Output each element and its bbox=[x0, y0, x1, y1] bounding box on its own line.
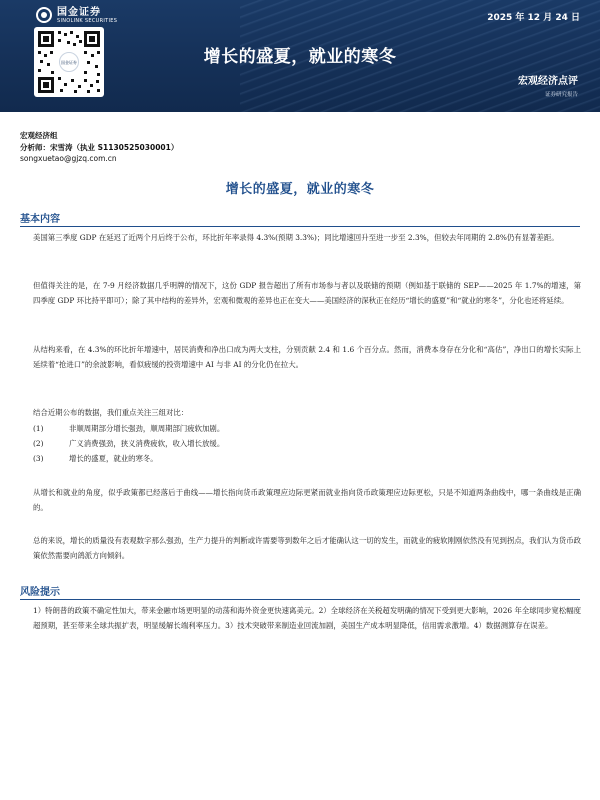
logo-icon bbox=[36, 7, 52, 23]
report-subtype: 证券研究报告 bbox=[544, 92, 578, 98]
list-number: (2) bbox=[33, 439, 44, 448]
logo-name-cn: 国金证券 bbox=[57, 6, 101, 18]
list-item bbox=[33, 451, 581, 466]
team-name: 宏观经济组 bbox=[20, 131, 58, 140]
list-number: (3) bbox=[33, 454, 44, 463]
section-divider bbox=[20, 599, 580, 600]
comparison-list bbox=[33, 421, 581, 466]
analyst-email[interactable]: songxuetao@gjzq.com.cn bbox=[20, 154, 117, 163]
company-logo bbox=[36, 4, 117, 26]
analyst-line: 分析师：宋雪涛（执业 S1130525030001） bbox=[20, 142, 179, 152]
paragraph-6: 总的来说，增长的质量没有表观数字那么强劲，生产力提升的判断或许需要等到数年之后才能确认这一切的发生，而就业的疲软刚刚依然没有见到拐点，我们认为货币政策依然需要向鸽派方向倾斜。 bbox=[33, 536, 581, 560]
paragraph-3: 从结构来看，在 4.3%的环比折年增速中，居民消费和净出口成为两大支柱，分别贡献 2.4 和 1.6 个百分点。然而，消费本身存在分化和“高估”，净出口的增长实际上延续着“抢进口”的余波影响，看似疲缓的投资增速中 AI 与非 AI 的分化仍在拉大。 bbox=[33, 345, 581, 369]
paragraph-5: 从增长和就业的角度，似乎政策都已经落后于曲线——增长指向货币政策理应边际更紧而就业指向货币政策理应边际更松，只是不知道两条曲线中，哪一条曲线是正确的。 bbox=[33, 488, 581, 512]
list-number: (1) bbox=[33, 424, 44, 433]
report-type: 宏观经济点评 bbox=[518, 76, 578, 87]
list-text: 增长的盛夏，就业的寒冬。 bbox=[69, 454, 158, 463]
list-text: 广义消费强劲，狭义消费疲软，收入增长放缓。 bbox=[69, 439, 225, 448]
list-text: 非顺周期部分增长强劲，顺周期部门疲软加剧。 bbox=[69, 424, 225, 433]
paragraph-1: 美国第三季度 GDP 在延迟了近两个月后终于公布，环比折年率录得 4.3%(预期 3.3%)；同比增速回升至进一步至 2.3%，但较去年同期的 2.8%仍有显著差距。 bbox=[33, 233, 559, 242]
author-block bbox=[20, 130, 178, 165]
report-date: 2025 年 12 月 24 日 bbox=[487, 13, 580, 23]
paragraph-2: 但值得关注的是，在 7-9 月经济数据几乎明牌的情况下，这份 GDP 报告超出了所有市场参与者以及联储的预期（例如基于联储的 SEP——2025 年 1.7%的增速，第四季度 GDP 环比持平即可）；除了其中结构的差异外，宏观和微观的差异也正在变大——美国经济的深秋正在经历“增长的盛夏”和“就业的寒冬”，分化也还将延续。 bbox=[33, 281, 581, 305]
list-item bbox=[33, 436, 581, 451]
banner-title: 增长的盛夏，就业的寒冬 bbox=[203, 47, 397, 67]
list-item bbox=[33, 421, 581, 436]
section-divider bbox=[20, 226, 580, 227]
section-heading-basic: 基本内容 bbox=[20, 214, 60, 225]
analyst-name: 宋雪涛（执业 S1130525030001） bbox=[50, 142, 179, 152]
risk-paragraph: 1）特朗普的政策不确定性加大，带来金融市场更明显的动荡和海外资金更快速离美元。2）全球经济在关税超发明确的情况下受到更大影响，2026 年全球同步宽松幅度超预期，甚至带来全球共振扩表，明显缓解长端利率压力。3）技术突破带来制造业回流加剧，美国生产成本明显降低，信用需求激增。4）数据测算存在误差。 bbox=[33, 606, 581, 630]
document-title: 增长的盛夏，就业的寒冬 bbox=[225, 182, 375, 197]
header-banner bbox=[0, 0, 600, 112]
qr-center-logo: 国金证券 bbox=[59, 52, 79, 72]
paragraph-4: 结合近期公布的数据，我们重点关注三组对比： bbox=[33, 408, 189, 417]
logo-name-en: SINOLINK SECURITIES bbox=[57, 17, 118, 24]
section-heading-risk: 风险提示 bbox=[20, 587, 60, 598]
